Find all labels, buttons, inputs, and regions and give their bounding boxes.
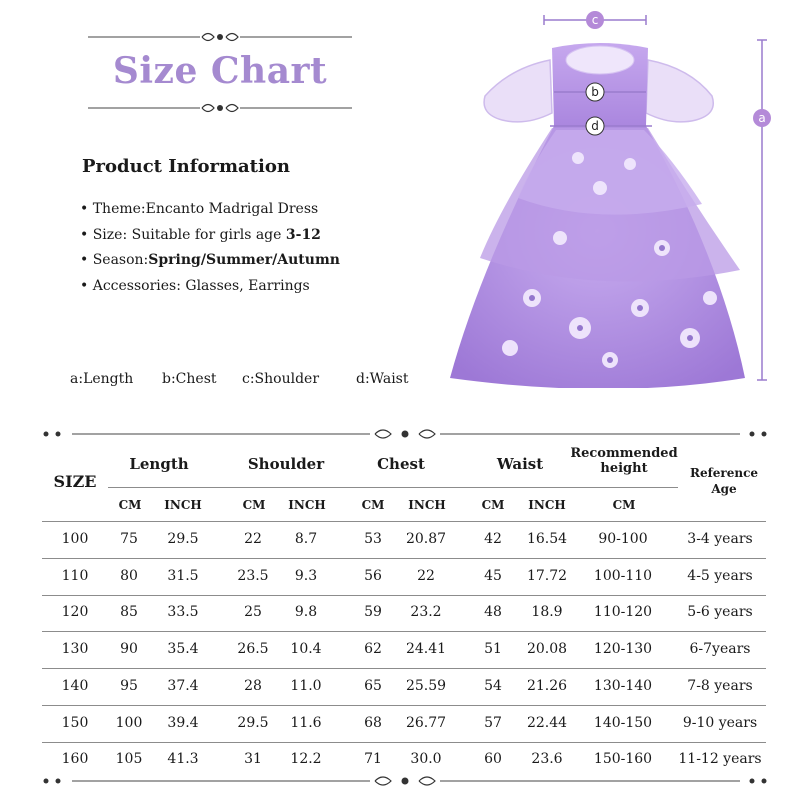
- cell-chest-cm: 62: [364, 641, 382, 658]
- cell-chest-cm: 65: [364, 677, 382, 694]
- cell-chest-inch: 23.2: [410, 604, 442, 621]
- cell-shoulder-cm: 22: [244, 531, 262, 547]
- cell-age: 9-10 years: [682, 714, 758, 731]
- row-divider: [42, 668, 766, 669]
- svg-text:b: b: [591, 85, 599, 99]
- cell-waist-cm: 51: [484, 641, 502, 658]
- svg-text:d: d: [591, 119, 599, 133]
- subheader-shoulder-cm: CM: [242, 498, 266, 512]
- cell-age: 5-6 years: [687, 604, 753, 621]
- cell-length-inch: 39.4: [167, 714, 199, 731]
- cell-size: 110: [61, 567, 89, 584]
- dress-illustration: [440, 8, 780, 388]
- header-size: SIZE: [53, 472, 97, 491]
- subheader-waist-inch: INCH: [528, 498, 566, 512]
- cell-length-cm: 105: [115, 751, 143, 768]
- cell-shoulder-inch: 12.2: [290, 751, 322, 768]
- cell-length-inch: 37.4: [167, 677, 199, 694]
- cell-chest-cm: 59: [364, 604, 382, 621]
- cell-height-cm: 130-140: [593, 677, 653, 694]
- page-title: Size Chart: [112, 50, 328, 92]
- cell-age: 4-5 years: [687, 567, 753, 584]
- subheader-length-cm: CM: [118, 498, 142, 512]
- cell-waist-inch: 21.26: [526, 677, 568, 694]
- cell-waist-inch: 20.08: [526, 641, 568, 658]
- header-divider: [108, 487, 678, 488]
- cell-waist-inch: 18.9: [531, 604, 563, 621]
- cell-size: 130: [61, 641, 89, 658]
- cell-length-cm: 80: [120, 567, 138, 584]
- cell-waist-cm: 60: [484, 751, 502, 768]
- cell-length-inch: 29.5: [167, 531, 199, 547]
- cell-size: 150: [61, 714, 89, 731]
- header-waist: Waist: [496, 455, 544, 473]
- cell-chest-inch: 26.77: [405, 714, 447, 731]
- cell-shoulder-inch: 11.6: [290, 714, 322, 731]
- cell-shoulder-inch: 9.8: [294, 604, 318, 621]
- cell-age: 11-12 years: [678, 751, 762, 768]
- header-reference-age: Reference Age: [689, 466, 759, 496]
- cell-shoulder-inch: 8.7: [294, 531, 318, 547]
- cell-chest-cm: 68: [364, 714, 382, 731]
- cell-length-cm: 75: [120, 531, 138, 547]
- cell-shoulder-cm: 29.5: [237, 714, 269, 731]
- header-recommended-height: Recommended height: [570, 446, 678, 476]
- cell-age: 7-8 years: [687, 677, 753, 694]
- cell-size: 160: [61, 751, 89, 768]
- cell-chest-cm: 53: [364, 531, 382, 547]
- cell-age: 3-4 years: [687, 531, 753, 547]
- info-season: • Season:Spring/Summer/Autumn: [80, 252, 340, 268]
- row-divider: [42, 595, 766, 596]
- cell-shoulder-cm: 25: [244, 604, 262, 621]
- row-divider: [42, 705, 766, 706]
- cell-chest-inch: 25.59: [405, 677, 447, 694]
- cell-height-cm: 120-130: [593, 641, 653, 658]
- title-ornament-top: [88, 30, 352, 44]
- cell-waist-cm: 45: [484, 567, 502, 584]
- cell-height-cm: 100-110: [593, 567, 653, 584]
- row-divider: [42, 742, 766, 743]
- header-shoulder: Shoulder: [247, 455, 325, 473]
- cell-height-cm: 140-150: [593, 714, 653, 731]
- info-size: • Size: Suitable for girls age 3-12: [80, 226, 321, 243]
- subheader-waist-cm: CM: [481, 498, 505, 512]
- legend-waist: d:Waist: [356, 371, 409, 387]
- cell-waist-cm: 57: [484, 714, 502, 731]
- cell-size: 120: [61, 604, 89, 621]
- header-length: Length: [129, 455, 189, 473]
- row-divider: [42, 558, 766, 559]
- cell-length-cm: 100: [115, 714, 143, 731]
- header-chest: Chest: [377, 455, 425, 473]
- svg-text:c: c: [591, 13, 599, 27]
- cell-height-cm: 150-160: [593, 751, 653, 768]
- subheader-length-inch: INCH: [164, 498, 202, 512]
- cell-waist-cm: 42: [484, 531, 502, 547]
- product-info-heading: Product Information: [82, 156, 290, 177]
- cell-waist-cm: 54: [484, 677, 502, 694]
- table-ornament-top: [40, 427, 770, 441]
- cell-waist-inch: 16.54: [526, 531, 568, 547]
- cell-shoulder-inch: 9.3: [294, 567, 318, 584]
- cell-shoulder-cm: 23.5: [237, 567, 269, 584]
- cell-chest-cm: 71: [364, 751, 382, 768]
- legend-chest: b:Chest: [162, 371, 217, 387]
- cell-shoulder-inch: 11.0: [290, 677, 322, 694]
- subheader-height-cm: CM: [612, 498, 636, 512]
- cell-length-inch: 33.5: [167, 604, 199, 621]
- cell-shoulder-cm: 31: [244, 751, 262, 768]
- cell-waist-cm: 48: [484, 604, 502, 621]
- table-divider: [42, 521, 766, 522]
- cell-chest-cm: 56: [364, 567, 382, 584]
- cell-shoulder-cm: 26.5: [237, 641, 269, 658]
- cell-chest-inch: 24.41: [405, 641, 447, 658]
- cell-waist-inch: 17.72: [526, 567, 568, 584]
- subheader-chest-cm: CM: [361, 498, 385, 512]
- cell-chest-inch: 30.0: [410, 751, 442, 768]
- info-theme: • Theme:Encanto Madrigal Dress: [80, 201, 319, 217]
- cell-age: 6-7years: [689, 641, 751, 658]
- cell-length-cm: 85: [120, 604, 138, 621]
- cell-length-inch: 41.3: [167, 751, 199, 768]
- cell-waist-inch: 23.6: [531, 751, 563, 768]
- legend-length: a:Length: [70, 371, 134, 387]
- subheader-chest-inch: INCH: [408, 498, 446, 512]
- cell-height-cm: 90-100: [598, 531, 648, 547]
- cell-waist-inch: 22.44: [526, 714, 568, 731]
- legend-shoulder: c:Shoulder: [242, 371, 320, 387]
- cell-length-inch: 31.5: [167, 567, 199, 584]
- cell-length-inch: 35.4: [167, 641, 199, 658]
- info-accessories: • Accessories: Glasses, Earrings: [80, 277, 310, 294]
- svg-text:a: a: [758, 111, 766, 125]
- cell-size: 140: [61, 677, 89, 694]
- cell-length-cm: 95: [120, 677, 138, 694]
- product-info-list: [80, 198, 340, 300]
- row-divider: [42, 631, 766, 632]
- cell-shoulder-inch: 10.4: [290, 641, 322, 658]
- subheader-shoulder-inch: INCH: [288, 498, 326, 512]
- cell-shoulder-cm: 28: [244, 677, 262, 694]
- cell-height-cm: 110-120: [593, 604, 653, 621]
- cell-size: 100: [61, 531, 89, 547]
- cell-chest-inch: 20.87: [405, 531, 447, 547]
- cell-chest-inch: 22: [417, 567, 435, 584]
- table-ornament-bottom: [40, 774, 770, 788]
- cell-length-cm: 90: [120, 641, 138, 658]
- title-ornament-bottom: [88, 101, 352, 115]
